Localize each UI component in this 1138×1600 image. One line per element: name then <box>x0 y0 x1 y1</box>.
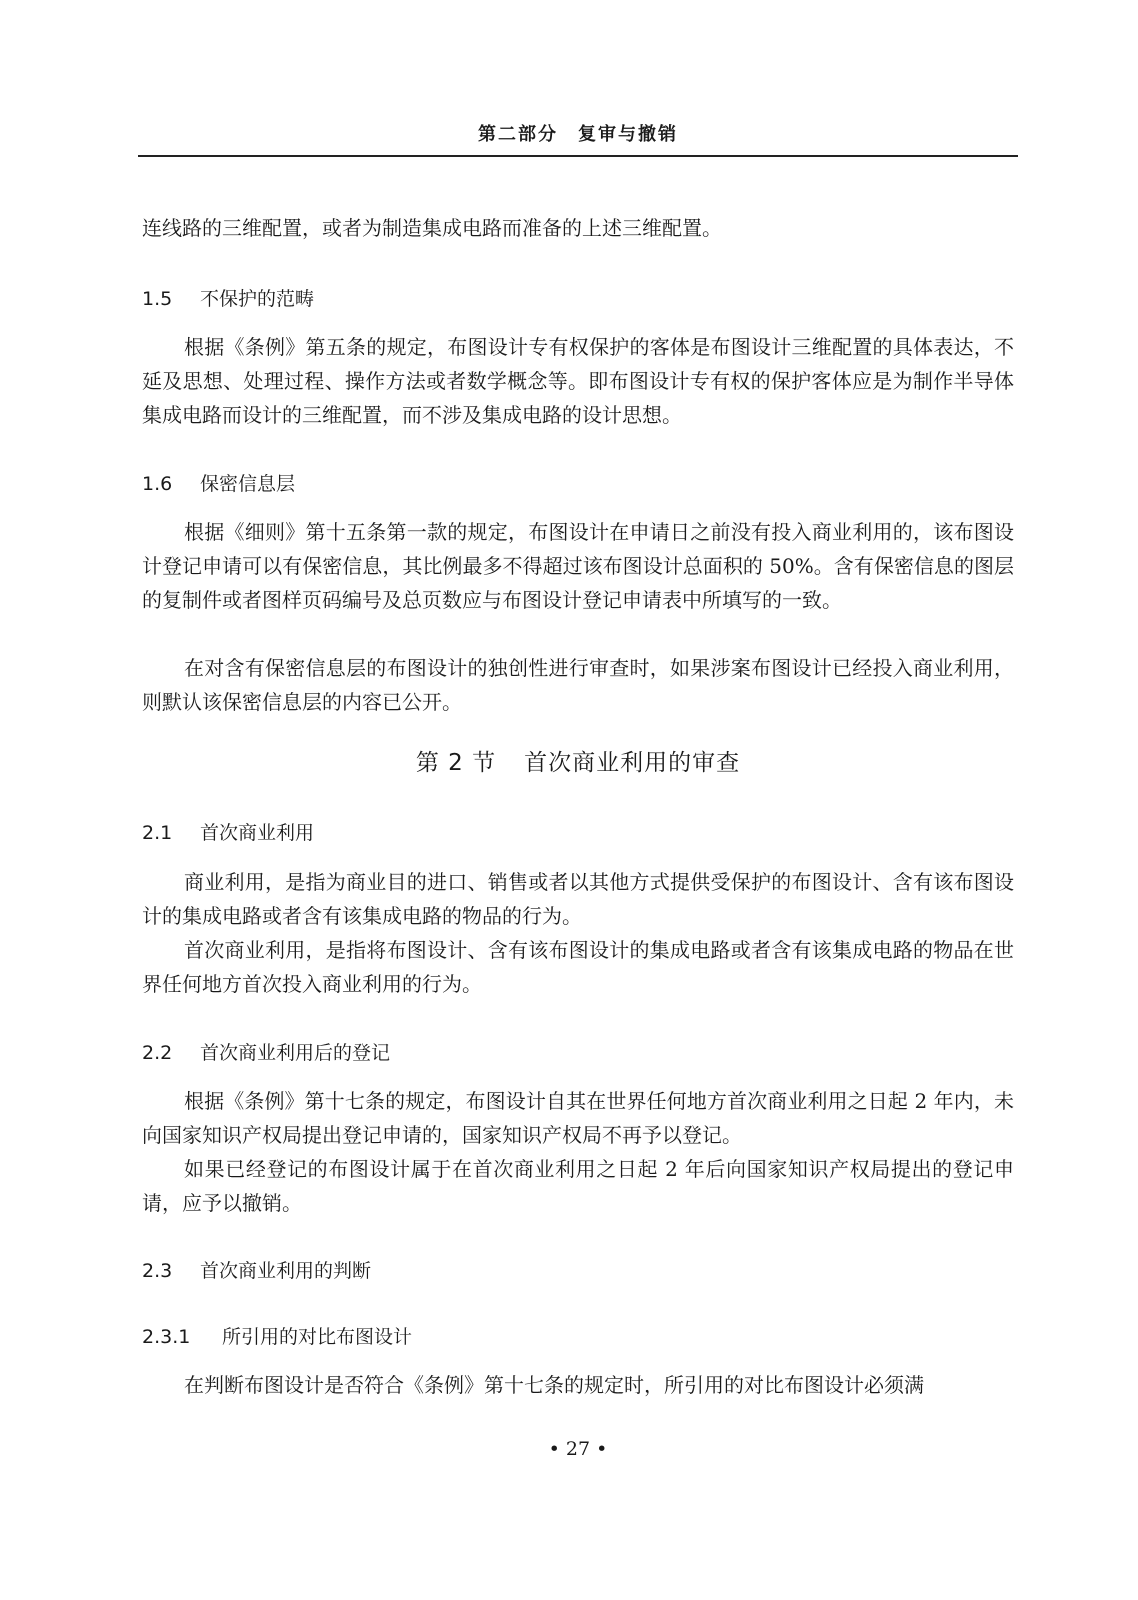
chapter-title: 首次商业利用的审查 <box>524 750 741 776</box>
section-number: 2.1 <box>142 822 173 844</box>
paragraph-2-3-1-a: 在判断布图设计是否符合《条例》第十七条的规定时，所引用的对比布图设计必须满 <box>184 1373 924 1397</box>
paragraph-2-1-b: 首次商业利用，是指将布图设计、含有该布图设计的集成电路或者含有该集成电路的物品在世界任何地方首次投入商业利用的行为。 <box>142 938 1014 996</box>
section-number: 1.6 <box>142 473 173 495</box>
paragraph-2-2-a: 根据《条例》第十七条的规定，布图设计自其在世界任何地方首次商业利用之日起 2 年内，未向国家知识产权局提出登记申请的，国家知识产权局不再予以登记。 <box>142 1089 1014 1147</box>
section-title: 首次商业利用 <box>200 822 315 844</box>
section-title: 不保护的范畴 <box>200 288 315 310</box>
section-heading-2-3-1 <box>142 1322 1014 1352</box>
section-number: 2.3.1 <box>142 1326 191 1348</box>
section-heading-1-6 <box>142 469 1014 499</box>
section-number: 2.3 <box>142 1260 173 1282</box>
paragraph-2-1-a: 商业利用，是指为商业目的进口、销售或者以其他方式提供受保护的布图设计、含有该布图设计的集成电路或者含有该集成电路的物品的行为。 <box>142 870 1014 928</box>
section-heading-2-2 <box>142 1038 1014 1068</box>
section-title: 首次商业利用的判断 <box>200 1260 372 1282</box>
section-title: 所引用的对比布图设计 <box>222 1326 413 1348</box>
section-number: 2.2 <box>142 1042 173 1064</box>
page-number: • 27 • <box>548 1438 608 1460</box>
section-number: 1.5 <box>142 288 173 310</box>
paragraph-1-5-a: 根据《条例》第五条的规定，布图设计专有权保护的客体是布图设计三维配置的具体表达，不延及思想、处理过程、操作方法或者数学概念等。即布图设计专有权的保护客体应是为制作半导体集成电路而设计的三维配置，而不涉及集成电路的设计思想。 <box>142 335 1014 427</box>
section-heading-2-3 <box>142 1256 1014 1286</box>
chapter-heading <box>138 745 1018 781</box>
paragraph-2-2-b: 如果已经登记的布图设计属于在首次商业利用之日起 2 年后向国家知识产权局提出的登记申请，应予以撤销。 <box>142 1157 1014 1215</box>
running-header: 第二部分 复审与撤销 <box>478 124 678 145</box>
paragraph-1-6-b: 在对含有保密信息层的布图设计的独创性进行审查时，如果涉案布图设计已经投入商业利用，则默认该保密信息层的内容已公开。 <box>142 656 1014 714</box>
chapter-number: 第 2 节 <box>415 750 497 776</box>
section-title: 保密信息层 <box>200 473 296 495</box>
section-heading-2-1 <box>142 818 1014 848</box>
section-title: 首次商业利用后的登记 <box>200 1042 391 1064</box>
intro-paragraph: 连线路的三维配置，或者为制造集成电路而准备的上述三维配置。 <box>142 216 722 240</box>
paragraph-1-6-a: 根据《细则》第十五条第一款的规定，布图设计在申请日之前没有投入商业利用的，该布图设计登记申请可以有保密信息，其比例最多不得超过该布图设计总面积的 50%。含有保密信息的图层的复制件或者图样页码编号及总页数应与布图设计登记申请表中所填写的一致。 <box>142 520 1014 612</box>
header-rule <box>138 155 1018 157</box>
section-heading-1-5 <box>142 284 1014 314</box>
